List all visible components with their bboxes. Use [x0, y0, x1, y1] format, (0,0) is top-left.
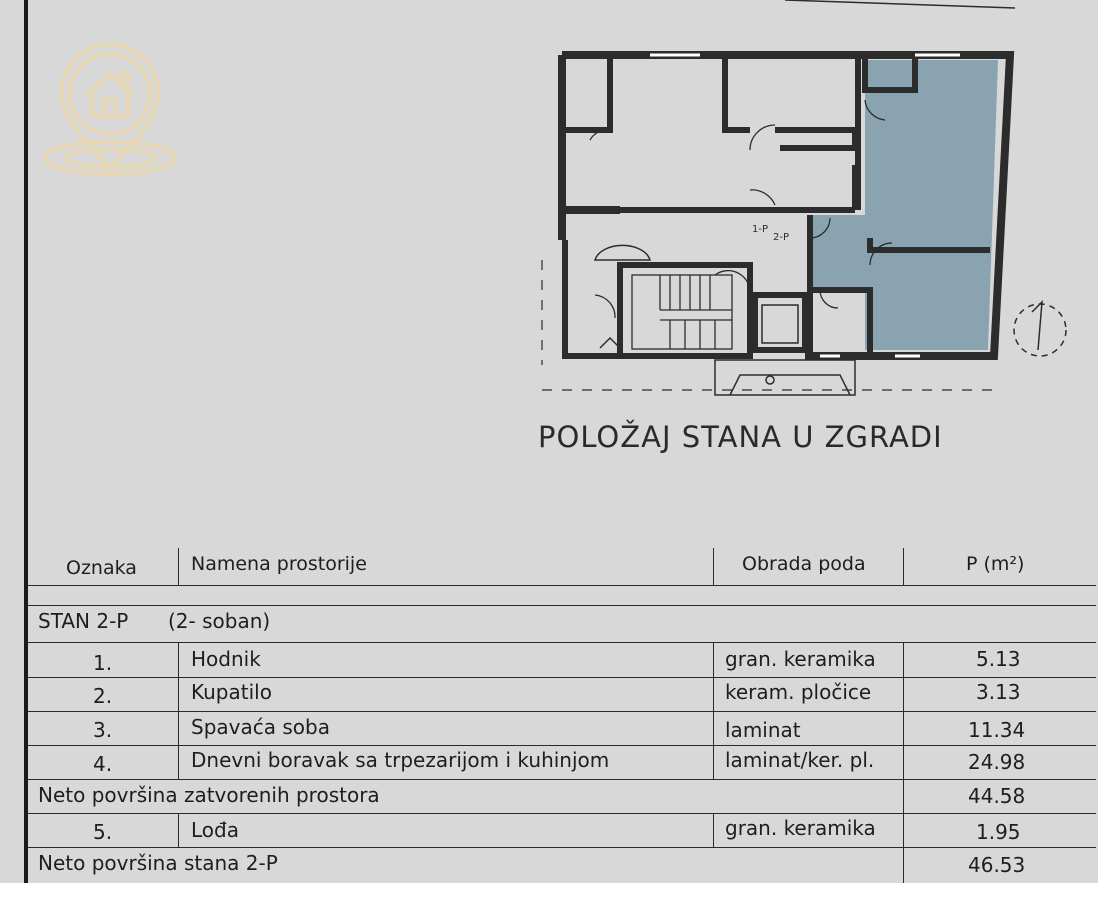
subtotal-label: Neto površina zatvorenih prostora	[38, 783, 380, 807]
bottom-margin	[0, 883, 1098, 900]
row-2-room: Kupatilo	[191, 680, 272, 704]
site-boundary-line	[785, 0, 1015, 8]
header-room: Namena prostorije	[191, 553, 367, 575]
row-1-mark: 1.	[93, 651, 113, 675]
row-1-room: Hodnik	[191, 647, 261, 671]
header-floor: Obrada poda	[742, 553, 866, 575]
row-2-mark: 2.	[93, 684, 113, 708]
label-1p: 1-P	[752, 224, 769, 235]
row-1-area: 5.13	[976, 647, 1021, 671]
row-5-mark: 5.	[93, 820, 113, 844]
row-4-room: Dnevni boravak sa trpezarijom i kuhinjom	[191, 748, 610, 772]
row-4-mark: 4.	[93, 752, 113, 776]
col-divider	[903, 779, 904, 813]
col-divider	[903, 813, 904, 847]
row-1-floor: gran. keramika	[725, 647, 876, 671]
row-5-area: 1.95	[976, 820, 1021, 844]
row-line	[28, 677, 1096, 678]
total-area: 46.53	[968, 853, 1026, 877]
row-4-area: 24.98	[968, 750, 1026, 774]
row-line	[28, 642, 1096, 643]
subtotal-area: 44.58	[968, 784, 1026, 808]
section-name: STAN 2-P	[38, 609, 129, 633]
col-divider	[713, 813, 714, 847]
col-divider	[713, 642, 714, 779]
row-line	[28, 813, 1096, 814]
row-3-area: 11.34	[968, 718, 1026, 742]
col-divider	[903, 548, 904, 586]
row-3-room: Spavaća soba	[191, 715, 330, 739]
col-divider	[178, 813, 179, 847]
row-2-area: 3.13	[976, 680, 1021, 704]
row-3-mark: 3.	[93, 718, 113, 742]
house-location-logo-icon	[40, 40, 180, 180]
total-label: Neto površina stana 2-P	[38, 851, 278, 875]
floor-plan	[520, 0, 1098, 400]
row-5-floor: gran. keramika	[725, 816, 876, 840]
section-type: (2- soban)	[168, 609, 271, 633]
col-divider	[178, 642, 179, 779]
col-divider	[178, 548, 179, 586]
row-2-floor: keram. pločice	[725, 680, 872, 704]
north-arrow-icon	[1014, 302, 1066, 356]
row-line	[28, 711, 1096, 712]
section-top-line	[28, 605, 1096, 606]
row-4-floor: laminat/ker. pl.	[725, 748, 875, 772]
col-divider	[713, 548, 714, 586]
row-line	[28, 745, 1096, 746]
staircase	[632, 275, 732, 349]
header-area: P (m²)	[966, 553, 1025, 575]
row-3-floor: laminat	[725, 718, 801, 742]
label-2p: 2-P	[773, 232, 790, 243]
plan-title: POLOŽAJ STANA U ZGRADI	[538, 420, 943, 454]
col-divider	[903, 642, 904, 779]
header-mark: Oznaka	[66, 557, 137, 579]
header-bottom-line	[28, 585, 1096, 586]
row-line	[28, 847, 1096, 848]
row-5-room: Lođa	[191, 818, 239, 842]
apartment-2p-area	[810, 60, 998, 350]
room-area-table	[28, 545, 1096, 883]
row-line	[28, 779, 1096, 780]
col-divider	[903, 847, 904, 883]
